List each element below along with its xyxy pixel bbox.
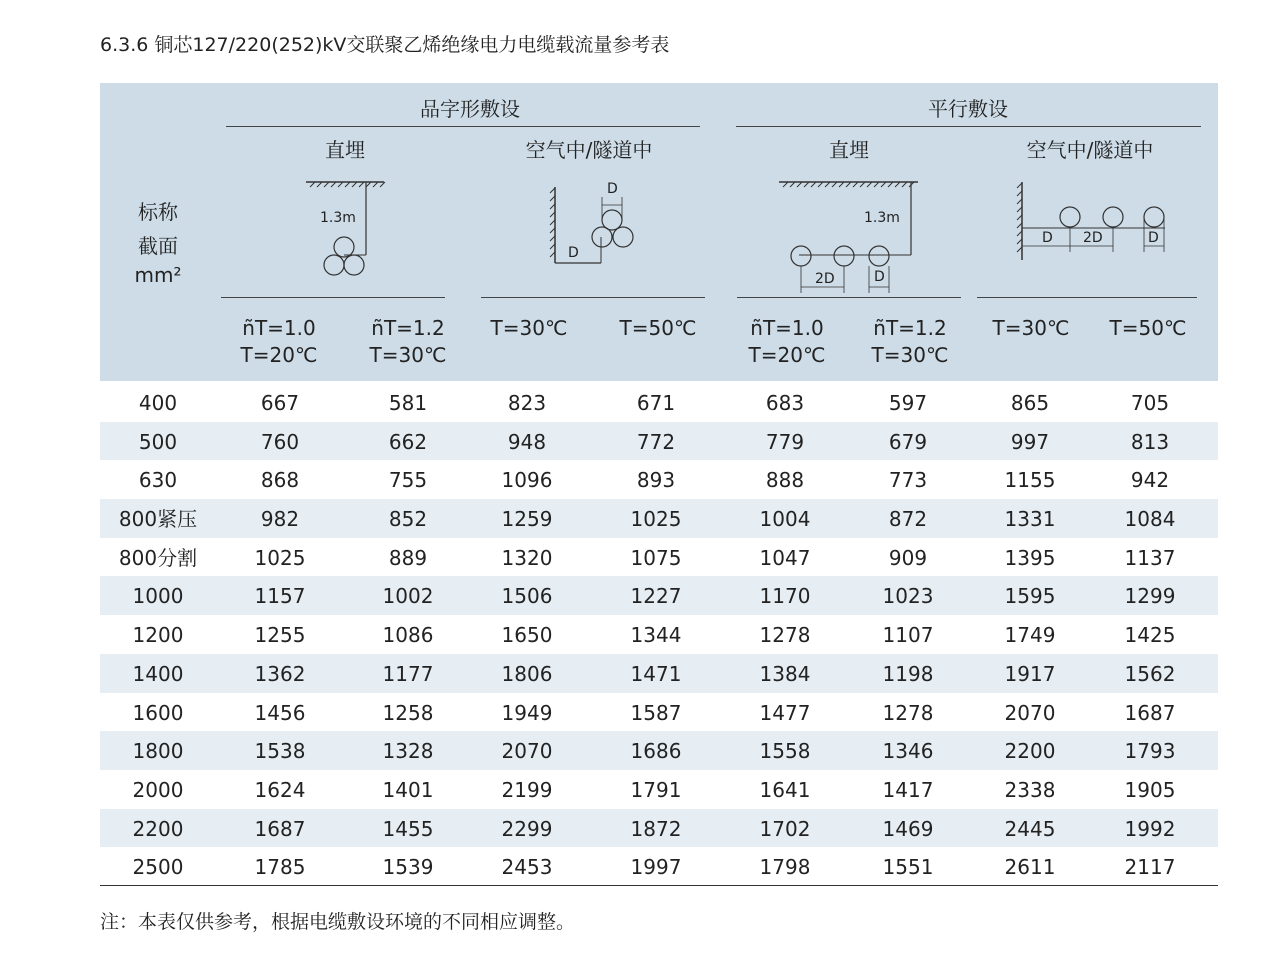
ampacity-cell: 1344 (630, 623, 682, 648)
ampacity-cell: 597 (888, 391, 928, 415)
ampacity-cell: 1362 (254, 661, 306, 686)
ampacity-cell: 2445 (1004, 816, 1056, 841)
ampacity-cell: 1170 (759, 584, 811, 609)
ampacity-cell: 705 (1130, 391, 1170, 415)
ampacity-cell: 813 (1130, 429, 1170, 454)
ampacity-cell: 997 (1010, 429, 1050, 454)
ampacity-cell: 893 (636, 468, 676, 493)
ampacity-cell: 1687 (254, 816, 306, 841)
ampacity-cell: 1331 (1004, 507, 1056, 532)
ampacity-cell: 1198 (882, 661, 934, 686)
ampacity-cell: 1025 (630, 507, 682, 532)
ampacity-cell: 1278 (882, 700, 934, 725)
svg-text:D: D (1148, 230, 1159, 246)
ampacity-cell: 1471 (630, 661, 682, 686)
row-size-label: 1000 (132, 584, 184, 609)
ampacity-cell: 1686 (630, 739, 682, 764)
ampacity-cell: 1538 (254, 739, 306, 764)
subheader-trefoil-air-tunnel: 空气中/隧道中 (525, 138, 653, 162)
table-bottom-rule (100, 885, 1218, 886)
ampacity-cell: 1702 (759, 816, 811, 841)
ampacity-cell: 872 (888, 507, 928, 532)
ampacity-cell: 1096 (501, 468, 553, 493)
row-size-label: 2500 (132, 855, 184, 880)
condition-col-8: T=50℃ (1109, 316, 1187, 340)
ampacity-cell: 1562 (1124, 661, 1176, 686)
trefoil-direct-buried-diagram (300, 175, 400, 285)
ampacity-cell: 683 (765, 391, 805, 415)
ampacity-cell: 2070 (501, 739, 553, 764)
trefoil-air-tunnel-diagram (545, 175, 645, 275)
subheader-flat-direct-buried: 直埋 (829, 138, 869, 162)
ampacity-cell: 1949 (501, 700, 553, 725)
table-row (100, 654, 1218, 693)
ampacity-cell: 823 (507, 391, 547, 415)
ampacity-cell: 2070 (1004, 700, 1056, 725)
row-label-line-3: mm² (134, 263, 182, 287)
svg-text:1.3m: 1.3m (320, 210, 356, 226)
ampacity-cell: 1004 (759, 507, 811, 532)
diagram-rule-1 (221, 297, 445, 298)
row-size-label: 1800 (132, 739, 184, 764)
table-row (100, 383, 1218, 422)
ampacity-cell: 2117 (1124, 855, 1176, 880)
ampacity-cell: 1227 (630, 584, 682, 609)
ampacity-cell: 1278 (759, 623, 811, 648)
ampacity-cell: 1749 (1004, 623, 1056, 648)
ampacity-cell: 1107 (882, 623, 934, 648)
ampacity-cell: 1806 (501, 661, 553, 686)
svg-text:D: D (568, 245, 579, 261)
ampacity-cell: 1401 (382, 777, 434, 802)
row-label-line-1: 标称 (138, 200, 178, 224)
ampacity-cell: 679 (888, 429, 928, 454)
svg-text:D: D (874, 269, 885, 285)
table-row (100, 693, 1218, 732)
group-flat-rule (736, 126, 1201, 127)
ampacity-cell: 1469 (882, 816, 934, 841)
ampacity-cell: 760 (260, 429, 300, 454)
ampacity-cell: 2453 (501, 855, 553, 880)
ampacity-cell: 1791 (630, 777, 682, 802)
ampacity-cell: 1456 (254, 700, 306, 725)
diagram-rule-2 (481, 297, 705, 298)
ampacity-cell: 1997 (630, 855, 682, 880)
ampacity-cell: 1595 (1004, 584, 1056, 609)
ampacity-cell: 1084 (1124, 507, 1176, 532)
ampacity-cell: 1328 (382, 739, 434, 764)
ampacity-cell: 1346 (882, 739, 934, 764)
ampacity-cell: 948 (507, 429, 547, 454)
ampacity-cell: 1872 (630, 816, 682, 841)
condition-col-7: T=30℃ (992, 316, 1070, 340)
row-size-label: 800紧压 (118, 507, 198, 532)
condition-col-4: T=50℃ (619, 316, 697, 340)
row-label-line-2: 截面 (138, 234, 178, 258)
group-flat-header: 平行敷设 (928, 97, 1008, 121)
ampacity-cell: 1075 (630, 545, 682, 570)
diagram-rule-4 (977, 297, 1197, 298)
ampacity-cell: 852 (388, 507, 428, 532)
ampacity-cell: 1155 (1004, 468, 1056, 493)
table-row (100, 615, 1218, 654)
ampacity-cell: 1558 (759, 739, 811, 764)
row-size-label: 1600 (132, 700, 184, 725)
row-size-label: 500 (138, 429, 178, 454)
ampacity-cell: 1157 (254, 584, 306, 609)
condition-col-2: ñT=1.2 T=30℃ (369, 316, 447, 367)
ampacity-cell: 667 (260, 391, 300, 415)
table-row (100, 770, 1218, 809)
ampacity-cell: 982 (260, 507, 300, 532)
group-trefoil-rule (226, 126, 700, 127)
row-size-label: 800分割 (118, 545, 198, 570)
ampacity-cell: 1624 (254, 777, 306, 802)
row-size-label: 1200 (132, 623, 184, 648)
svg-text:2D: 2D (815, 271, 835, 287)
condition-col-5: ñT=1.0 T=20℃ (748, 316, 826, 367)
table-row (100, 422, 1218, 461)
ampacity-cell: 779 (765, 429, 805, 454)
ampacity-cell: 1137 (1124, 545, 1176, 570)
footnote: 注：本表仅供参考，根据电缆敷设环境的不同相应调整。 (100, 911, 576, 933)
row-size-label: 2200 (132, 816, 184, 841)
table-row (100, 538, 1218, 577)
ampacity-cell: 888 (765, 468, 805, 493)
svg-text:D: D (1042, 230, 1053, 246)
ampacity-cell: 1259 (501, 507, 553, 532)
ampacity-cell: 1025 (254, 545, 306, 570)
ampacity-cell: 2611 (1004, 855, 1056, 880)
table-row (100, 847, 1218, 886)
ampacity-cell: 1641 (759, 777, 811, 802)
ampacity-cell: 865 (1010, 391, 1050, 415)
ampacity-cell: 1320 (501, 545, 553, 570)
ampacity-cell: 581 (388, 391, 428, 415)
svg-text:2D: 2D (1083, 230, 1103, 246)
ampacity-cell: 1506 (501, 584, 553, 609)
flat-direct-buried-diagram (775, 175, 935, 295)
ampacity-cell: 1551 (882, 855, 934, 880)
ampacity-cell: 2299 (501, 816, 553, 841)
ampacity-cell: 1798 (759, 855, 811, 880)
ampacity-cell: 909 (888, 545, 928, 570)
ampacity-cell: 889 (388, 545, 428, 570)
ampacity-cell: 1258 (382, 700, 434, 725)
ampacity-cell: 1177 (382, 661, 434, 686)
group-trefoil-header: 品字形敷设 (420, 97, 520, 121)
ampacity-cell: 773 (888, 468, 928, 493)
ampacity-cell: 662 (388, 429, 428, 454)
svg-text:D: D (607, 181, 618, 197)
svg-text:1.3m: 1.3m (864, 210, 900, 226)
row-size-label: 400 (138, 391, 178, 415)
ampacity-cell: 1002 (382, 584, 434, 609)
table-row (100, 460, 1218, 499)
table-row (100, 731, 1218, 770)
ampacity-cell: 1299 (1124, 584, 1176, 609)
ampacity-cell: 1650 (501, 623, 553, 648)
ampacity-cell: 1687 (1124, 700, 1176, 725)
ampacity-cell: 1384 (759, 661, 811, 686)
ampacity-cell: 755 (388, 468, 428, 493)
ampacity-cell: 1917 (1004, 661, 1056, 686)
condition-col-1: ñT=1.0 T=20℃ (240, 316, 318, 367)
ampacity-cell: 1047 (759, 545, 811, 570)
ampacity-cell: 1395 (1004, 545, 1056, 570)
ampacity-cell: 2338 (1004, 777, 1056, 802)
ampacity-cell: 1455 (382, 816, 434, 841)
flat-air-tunnel-diagram (1010, 180, 1180, 270)
subheader-flat-air-tunnel: 空气中/隧道中 (1026, 138, 1154, 162)
ampacity-cell: 1086 (382, 623, 434, 648)
ampacity-cell: 1587 (630, 700, 682, 725)
ampacity-cell: 942 (1130, 468, 1170, 493)
condition-col-6: ñT=1.2 T=30℃ (871, 316, 949, 367)
ampacity-cell: 1255 (254, 623, 306, 648)
ampacity-cell: 1785 (254, 855, 306, 880)
condition-col-3: T=30℃ (490, 316, 568, 340)
ampacity-cell: 2200 (1004, 739, 1056, 764)
ampacity-cell: 772 (636, 429, 676, 454)
ampacity-cell: 1539 (382, 855, 434, 880)
row-size-label: 630 (138, 468, 178, 493)
ampacity-cell: 1992 (1124, 816, 1176, 841)
table-row (100, 576, 1218, 615)
ampacity-cell: 1417 (882, 777, 934, 802)
ampacity-cell: 868 (260, 468, 300, 493)
ampacity-cell: 671 (636, 391, 676, 415)
diagram-rule-3 (737, 297, 961, 298)
table-row (100, 499, 1218, 538)
row-size-label: 2000 (132, 777, 184, 802)
ampacity-cell: 1023 (882, 584, 934, 609)
subheader-trefoil-direct-buried: 直埋 (325, 138, 365, 162)
page-title: 6.3.6 铜芯127/220(252)kV交联聚乙烯绝缘电力电缆载流量参考表 (100, 34, 670, 56)
ampacity-cell: 1905 (1124, 777, 1176, 802)
ampacity-cell: 1477 (759, 700, 811, 725)
ampacity-cell: 2199 (501, 777, 553, 802)
table-body (100, 383, 1218, 886)
row-size-label: 1400 (132, 661, 184, 686)
table-row (100, 809, 1218, 848)
ampacity-cell: 1425 (1124, 623, 1176, 648)
ampacity-cell: 1793 (1124, 739, 1176, 764)
